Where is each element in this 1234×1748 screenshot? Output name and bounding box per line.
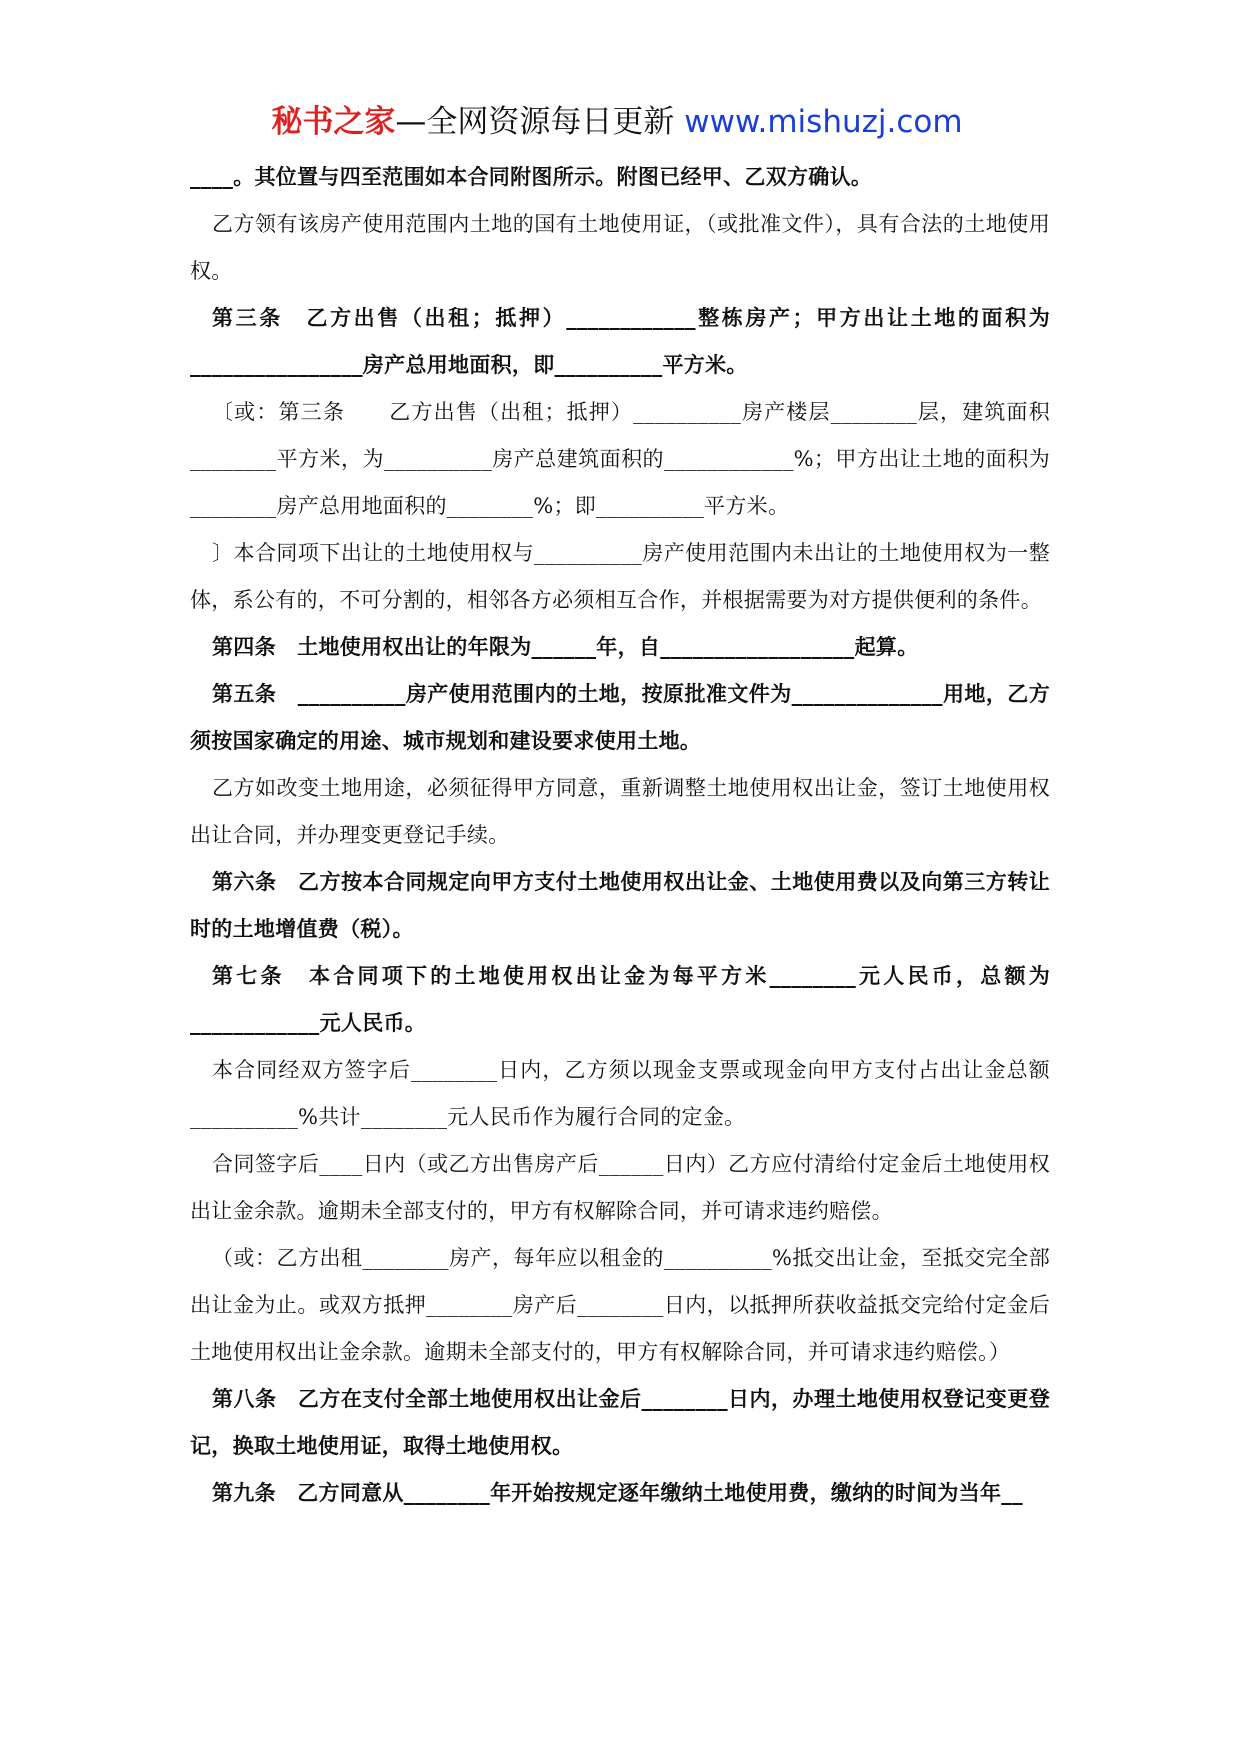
contract-paragraph: 第三条 乙方出售（出租；抵押）____________整栋房产；甲方出让土地的面积为________________房产总用地面积，即__________平方米。 xyxy=(190,306,1050,377)
contract-paragraph: 第八条 乙方在支付全部土地使用权出让金后________日内，办理土地使用权登记变更登记，换取土地使用证，取得土地使用权。 xyxy=(190,1387,1050,1458)
contract-paragraph: 本合同经双方签字后________日内，乙方须以现金支票或现金向甲方支付占出让金总额__________%共计________元人民币作为履行合同的定金。 xyxy=(190,1058,1050,1129)
header-slogan: —全网资源每日更新 xyxy=(395,104,685,140)
contract-paragraph: （或：乙方出租________房产，每年应以租金的__________%抵交出让金，至抵交完全部出让金为止。或双方抵押________房产后________日内，以抵押所获收益抵交完给付定金后土地使用权出让金余款。逾期未全部支付的，甲方有权解除合同，并可请求违约赔偿。） xyxy=(190,1246,1050,1364)
contract-paragraph: 第七条 本合同项下的土地使用权出让金为每平方米________元人民币，总额为____________元人民币。 xyxy=(190,964,1050,1035)
contract-paragraph: 乙方如改变土地用途，必须征得甲方同意，重新调整土地使用权出让金，签订土地使用权出让合同，并办理变更登记手续。 xyxy=(190,776,1050,847)
contract-body xyxy=(190,154,1050,1517)
brand-name: 秘书之家 xyxy=(271,104,396,140)
contract-paragraph: 〔或：第三条 乙方出售（出租；抵押）__________房产楼层________层，建筑面积________平方米，为__________房产总建筑面积的____________%；甲方出让土地的面积为________房产总用地面积的________%；即__________平方米。 xyxy=(190,400,1050,518)
site-header xyxy=(0,100,1234,144)
contract-paragraph: 第六条 乙方按本合同规定向甲方支付土地使用权出让金、土地使用费以及向第三方转让时的土地增值费（税）。 xyxy=(190,870,1050,941)
contract-paragraph: ____。其位置与四至范围如本合同附图所示。附图已经甲、乙双方确认。 xyxy=(190,165,873,189)
contract-paragraph: 〕本合同项下出让的土地使用权与__________房产使用范围内未出让的土地使用权为一整体，系公有的，不可分割的，相邻各方必须相互合作，并根据需要为对方提供便利的条件。 xyxy=(190,541,1050,612)
site-url-link[interactable]: www.mishuzj.com xyxy=(684,104,963,140)
contract-paragraph: 合同签字后____日内（或乙方出售房产后______日内）乙方应付清给付定金后土地使用权出让金余款。逾期未全部支付的，甲方有权解除合同，并可请求违约赔偿。 xyxy=(190,1152,1050,1223)
contract-paragraph: 第四条 土地使用权出让的年限为______年，自__________________起算。 xyxy=(212,635,919,659)
contract-paragraph: 第五条 __________房产使用范围内的土地，按原批准文件为______________用地，乙方须按国家确定的用途、城市规划和建设要求使用土地。 xyxy=(190,682,1050,753)
contract-paragraph: 乙方领有该房产使用范围内土地的国有土地使用证，（或批准文件），具有合法的土地使用权。 xyxy=(190,212,1050,283)
contract-paragraph: 第九条 乙方同意从________年开始按规定逐年缴纳土地使用费，缴纳的时间为当年__ xyxy=(212,1481,1023,1505)
